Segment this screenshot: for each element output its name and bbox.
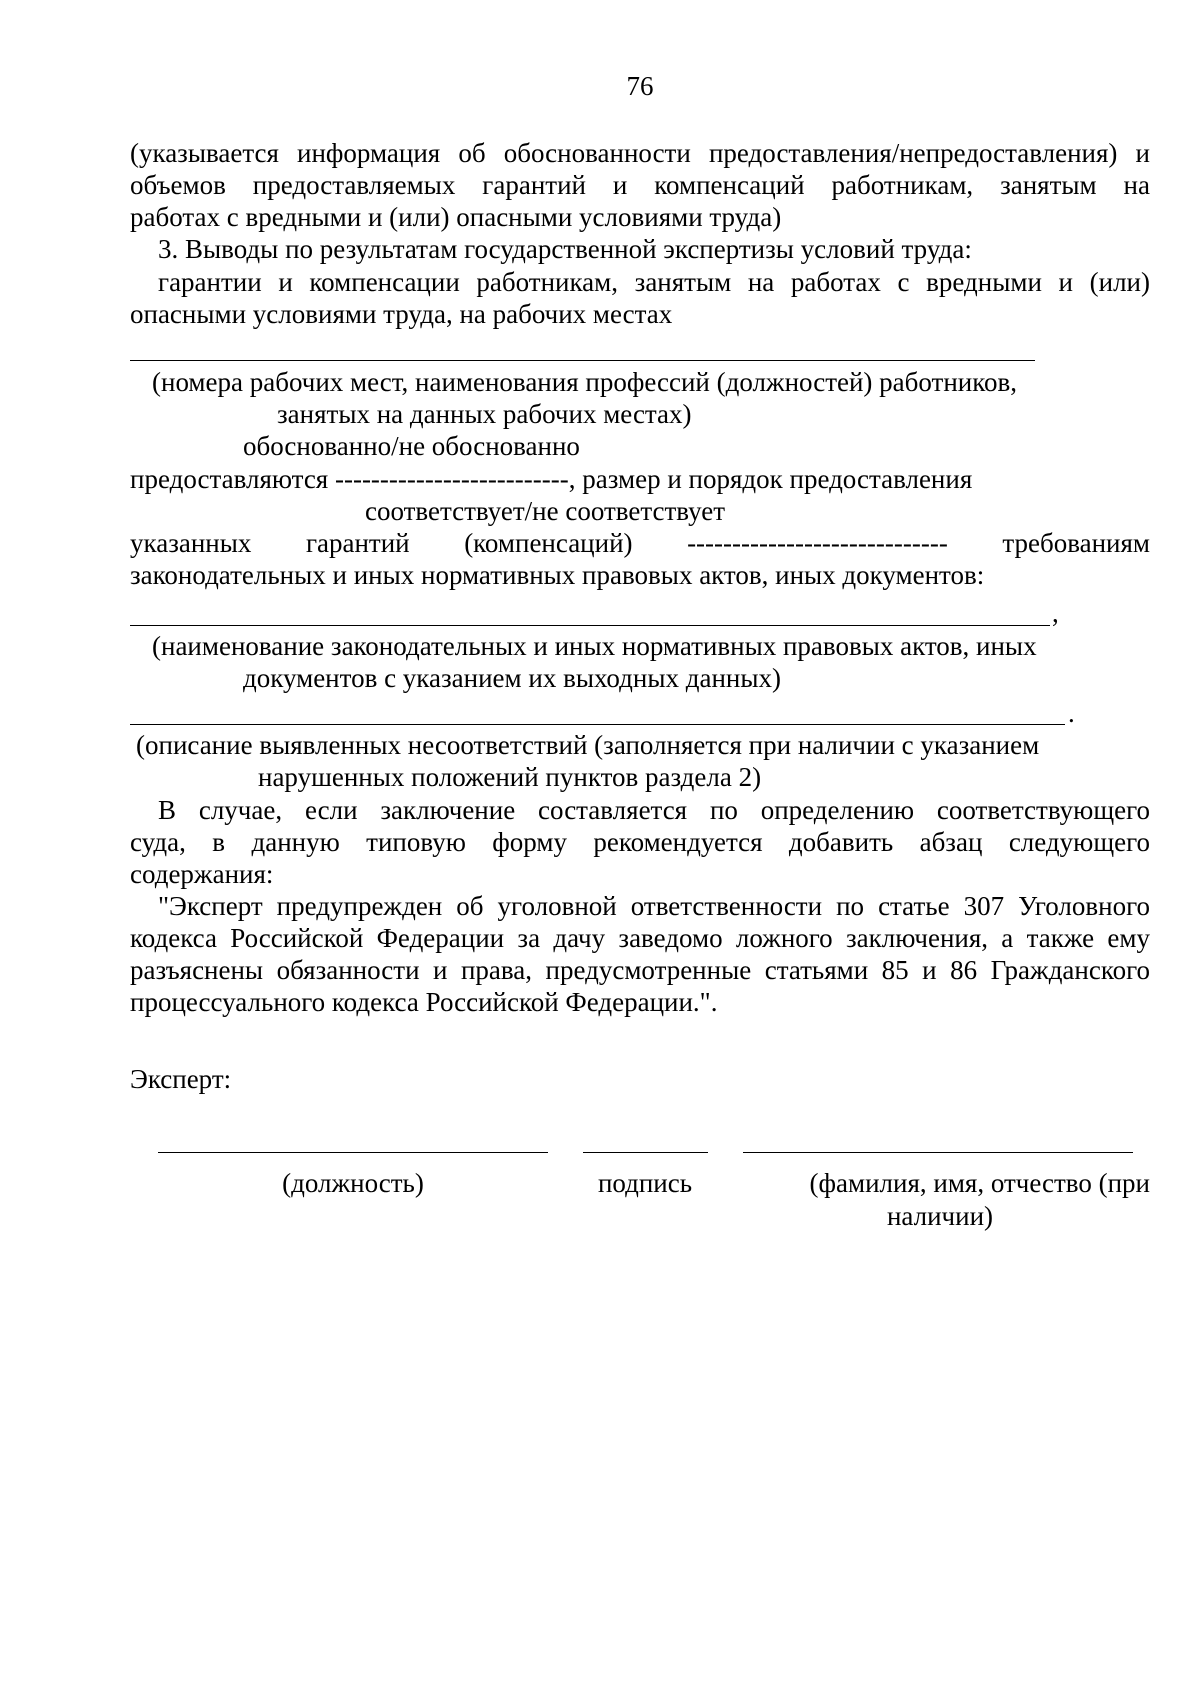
text-line: гарантии и компенсации работникам, занятым на работах с вредными и (или) xyxy=(158,267,1150,297)
full-name-caption: наличии) xyxy=(886,1201,994,1231)
text-line: суда, в данную типовую форму рекомендуется добавить абзац следующего xyxy=(130,827,1150,857)
signature-caption: подпись xyxy=(597,1168,693,1198)
text-line: кодекса Российской Федерации за дачу заведомо ложного заключения, а также ему xyxy=(130,923,1150,953)
text-line xyxy=(130,527,1150,560)
signature-line xyxy=(583,1152,708,1153)
full-name-signature-line xyxy=(743,1152,1133,1153)
option-caption: обоснованно/не обоснованно xyxy=(243,431,580,461)
field-caption: нарушенных положений пунктов раздела 2) xyxy=(258,762,762,792)
text-line: "Эксперт предупрежден об уголовной ответственности по статье 307 Уголовного xyxy=(158,891,1150,921)
section-heading: 3. Выводы по результатам государственной экспертизы условий труда: xyxy=(158,234,972,264)
text-line: В случае, если заключение составляется по определению соответствующего xyxy=(158,795,1150,825)
text-line: законодательных и иных нормативных правовых актов, иных документов: xyxy=(130,560,985,590)
expert-label: Эксперт: xyxy=(130,1064,232,1094)
fill-in-line xyxy=(130,724,1065,725)
field-caption: (описание выявленных несоответствий (заполняется при наличии с указанием xyxy=(136,730,1040,760)
option-caption: соответствует/не соответствует xyxy=(365,496,726,526)
position-caption: (должность) xyxy=(282,1168,424,1198)
text-word: требованиям xyxy=(1002,528,1150,558)
text-line: работах с вредными и (или) опасными условиями труда) xyxy=(130,202,782,232)
field-caption: (наименование законодательных и иных нормативных правовых актов, иных xyxy=(152,631,1037,661)
punctuation: , xyxy=(1052,598,1059,628)
page-number: 76 xyxy=(626,71,654,101)
text-line: опасными условиями труда, на рабочих местах xyxy=(130,299,673,329)
text-word: указанных xyxy=(130,528,252,558)
field-caption: (номера рабочих мест, наименования профессий (должностей) работников, xyxy=(152,367,1017,397)
fill-in-line xyxy=(130,625,1050,626)
text-word: гарантий xyxy=(305,528,410,558)
punctuation: . xyxy=(1068,698,1075,728)
field-caption: занятых на данных рабочих местах) xyxy=(277,399,692,429)
text-line: содержания: xyxy=(130,859,274,889)
text-word: ----------------------------- xyxy=(687,528,948,558)
fill-in-line xyxy=(130,360,1035,361)
full-name-caption: (фамилия, имя, отчество (при xyxy=(809,1168,1150,1198)
text-line: объемов предоставляемых гарантий и компенсаций работникам, занятым на xyxy=(130,170,1150,200)
text-line: (указывается информация об обоснованности предоставления/непредоставления) и xyxy=(130,138,1150,168)
text-line: процессуального кодекса Российской Федерации.". xyxy=(130,987,718,1017)
text-word: (компенсаций) xyxy=(464,528,633,558)
text-line: разъяснены обязанности и права, предусмотренные статьями 85 и 86 Гражданского xyxy=(130,955,1150,985)
position-signature-line xyxy=(158,1152,548,1153)
field-caption: документов с указанием их выходных данных) xyxy=(243,663,781,693)
text-line: предоставляются --------------------------, размер и порядок предоставления xyxy=(130,464,973,494)
